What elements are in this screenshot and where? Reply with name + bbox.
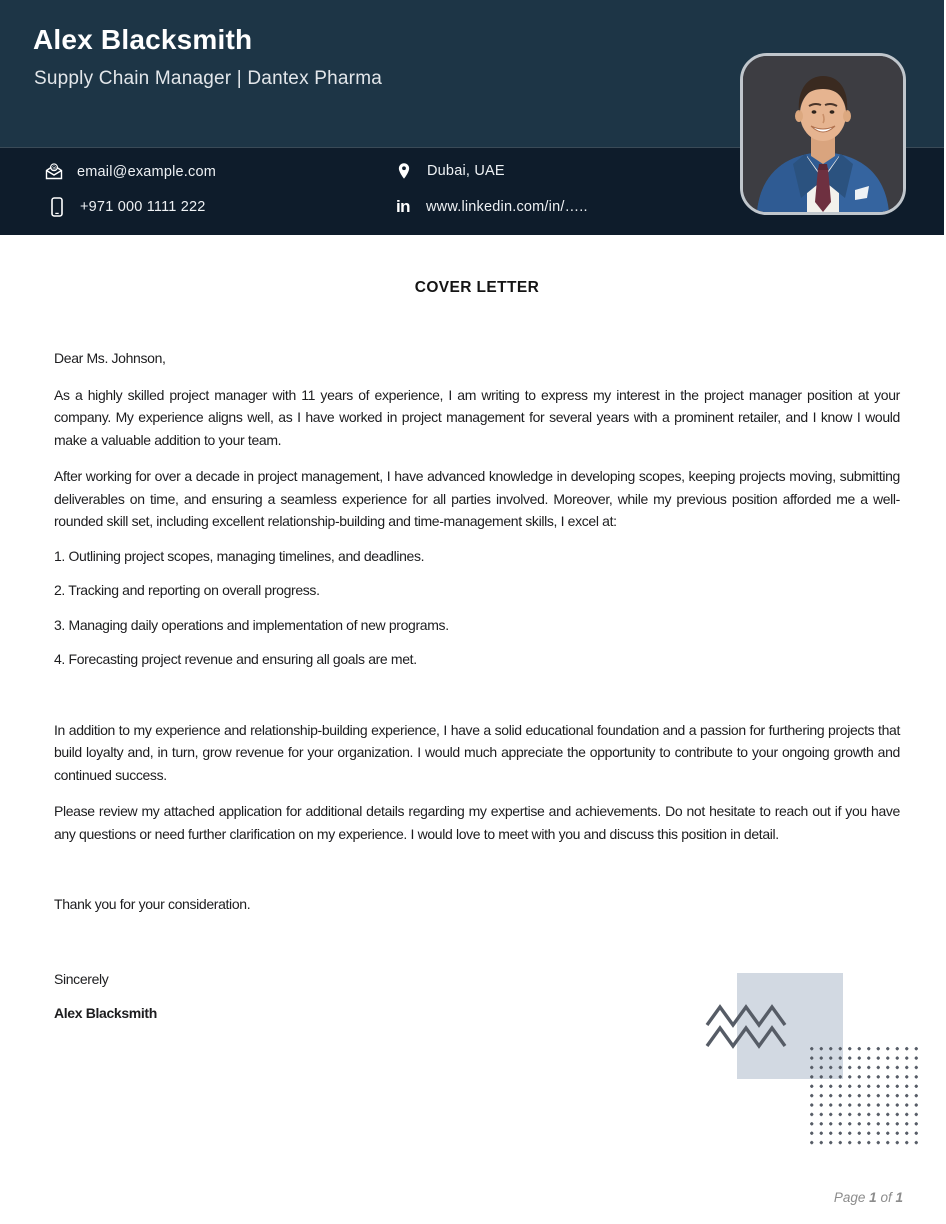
list-item-1: 1. Outlining project scopes, managing timelines, and deadlines.: [54, 547, 425, 564]
letter-body: [0, 235, 946, 1025]
contact-phone: [47, 197, 206, 217]
thanks-line: Thank you for your consideration.: [54, 896, 251, 912]
signoff: Sincerely: [54, 970, 109, 987]
contact-phone-text[interactable]: +971 000 1111 222: [80, 199, 206, 215]
contact-email-text[interactable]: email@example.com: [77, 163, 216, 180]
contact-location-text[interactable]: Dubai, UAE: [427, 163, 505, 179]
list-item-3: 3. Managing daily operations and implementation of new programs.: [54, 616, 449, 633]
contact-email: [44, 162, 216, 181]
person-name: Alex Blacksmith: [33, 24, 253, 55]
contact-linkedin: [393, 197, 588, 217]
current-page: 1: [869, 1190, 877, 1205]
signature-name: Alex Blacksmith: [54, 1005, 157, 1021]
email-icon: [44, 162, 64, 181]
paragraph-intro: As a highly skilled project manager with 11 years of experience, I am writing to express my interest in the project manager position at your company. My experience aligns well, as I have worked in project management for several years with a prominent retailer, and I know I would make a valuable addition to your team.: [54, 386, 900, 448]
contact-linkedin-text[interactable]: www.linkedin.com/in/…..: [426, 199, 588, 215]
linkedin-icon: in: [395, 197, 411, 216]
profile-photo: [740, 53, 906, 215]
total-pages: 1: [895, 1190, 903, 1205]
dot-grid-decoration: [806, 1043, 918, 1148]
page-number: [834, 1190, 903, 1205]
page-label: Page: [833, 1190, 866, 1205]
contact-location: [394, 162, 505, 180]
zigzag-decoration: [704, 1002, 794, 1050]
svg-text:@: @: [51, 165, 57, 172]
person-job-title: Supply Chain Manager | Dantex Pharma: [34, 68, 382, 89]
paragraph-experience: After working for over a decade in project management, I have advanced knowledge in developing scopes, keeping projects moving, submitting deliverables on time, and ensuring a seamless experience for all parties involved. Moreover, while my previous position afforded me a well-rounded skill set, including excellent relationship-building and time-management skills, I excel at:: [54, 468, 900, 529]
salutation: Dear Ms. Johnson,: [54, 350, 166, 366]
paragraph-education: In addition to my experience and relationship-building experience, I have a solid educational foundation and a passion for furthering projects that build loyalty and, in turn, grow revenue for your organization. I would much appreciate the opportunity to contribute to your ongoing growth and continued success.: [54, 721, 900, 783]
list-item-4: 4. Forecasting project revenue and ensuring all goals are met.: [54, 651, 417, 667]
of-label: of: [880, 1190, 892, 1205]
portrait-illustration: [743, 56, 903, 212]
location-pin-icon: [394, 162, 414, 180]
letter-title: COVER LETTER: [414, 279, 540, 296]
list-item-2: 2. Tracking and reporting on overall progress.: [54, 582, 320, 598]
phone-icon: [47, 197, 67, 217]
paragraph-closing: Please review my attached application for additional details regarding my expertise and achievements. Do not hesitate to reach out if you have any questions or need further clarification on my experience. I would love to meet with you and discuss this position in detail.: [54, 803, 900, 842]
